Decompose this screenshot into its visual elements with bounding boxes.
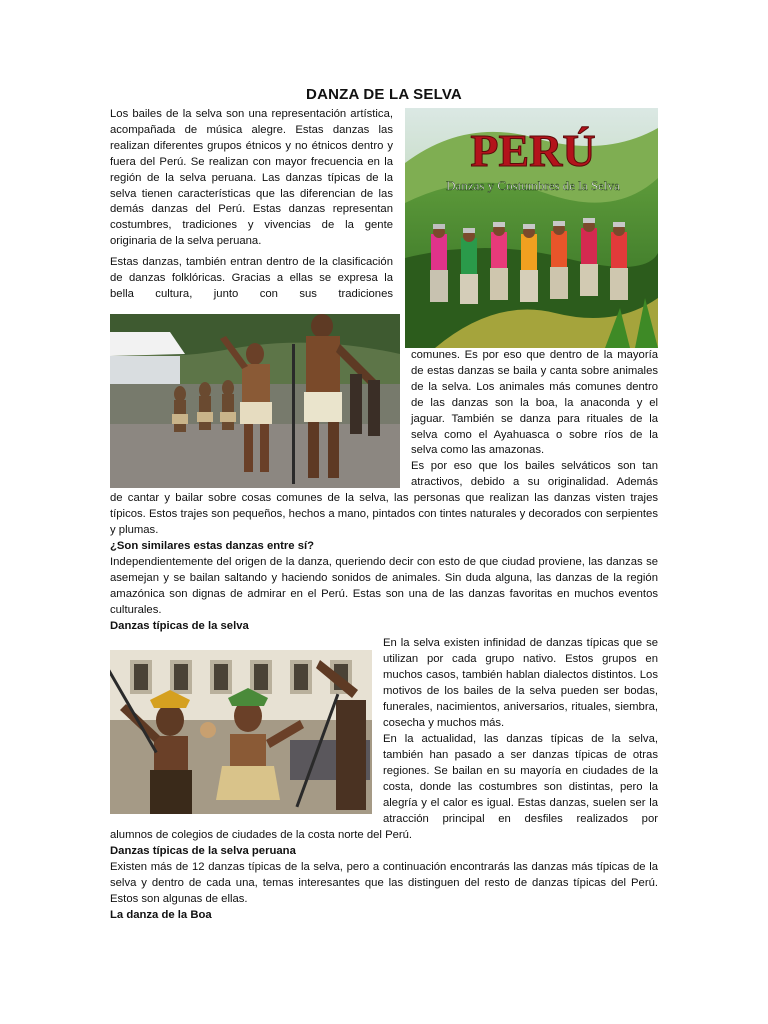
section-heading-typical: Danzas típicas de la selva (110, 620, 249, 632)
animals-paragraph: comunes. Es por eso que dentro de la mayoría de estas danzas se baila y canta sobre animales de la selva. Los animales más comunes dentro de las danzas son la boa, la anaconda y el jaguar. También se danza para rituales de la selva como el Ayahuasca o sobre ríos de la selva como las amazonas. (411, 349, 658, 457)
section-heading-boa: La danza de la Boa (110, 909, 212, 921)
similarity-paragraph: Independientemente del origen de la danza, queriendo decir con esto de que ciudad proviene, las danzas se asemejan y se bailan saltando y haciendo sonidos de animales. Sin duda alguna, las danzas de la región amazónica son dignas de admirar en el Perú. Estas son una de las danzas favoritas en muchos eventos culturales. (110, 556, 658, 616)
section-heading-peruvian: Danzas típicas de la selva peruana (110, 845, 296, 857)
section-heading-similar: ¿Son similares estas danzas entre sí? (110, 540, 315, 552)
peru-poster-image (405, 108, 658, 348)
folklore-paragraph: Estas danzas, también entran dentro de la clasificación de danzas folklóricas. Gracias a ellas se expresa la bella cultura, junto con sus tradiciones (110, 256, 393, 300)
intro-paragraph: Los bailes de la selva son una representación artística, acompañada de música alegre. Estas danzas las realizan diferentes grupos étnicos y no étnicos dentro y fuera del Perú. Se realizan con mayor frecuencia en la región de la selva peruana. Las danzas típicas de la selva tienen características que las diferencian de las demás danzas del Perú. Estas danzas representan costumbres, tradiciones y vivencias de la gente originaria de la selva peruana. (110, 108, 393, 248)
page-title: DANZA DE LA SELVA (306, 86, 462, 103)
schools-paragraph: alumnos de colegios de ciudades de la costa norte del Perú. (110, 829, 413, 841)
poster-subtitle: Danzas y Costumbres de la Selva (446, 178, 620, 193)
originality-paragraph: Es por eso que los bailes selváticos son tan atractivos, debido a su originalidad. Además (411, 460, 658, 488)
jungle-dancers-photo (110, 314, 400, 488)
list-intro-paragraph: Existen más de 12 danzas típicas de la selva, pero a continuación encontrarás las danzas más típicas de la selva y dentro de cada una, temas interesantes que las distinguen del resto de danzas típicas del Perú. Estos son algunas de ellas. (110, 861, 658, 905)
regions-paragraph: En la actualidad, las danzas típicas de la selva, también han pasado a ser danzas típicas de otras regiones. Se bailan en su mayoría en ciudades de la costa, donde las costumbres son distintas, pero la alegría y el calor es igual. Estas danzas, suelen ser la atracción principal en desfiles realizados por (383, 733, 658, 825)
parade-dancers-photo (110, 650, 372, 814)
poster-headline: PERÚ (470, 125, 596, 176)
costumes-paragraph: de cantar y bailar sobre cosas comunes de la selva, las personas que realizan las danzas visten trajes típicos. Estos trajes son pequeños, hechos a mano, pintados con tintes naturales y decorados con serpientes y plumas. (110, 492, 658, 536)
occasions-paragraph: En la selva existen infinidad de danzas típicas que se utilizan por cada grupo nativo. Estos grupos en muchos casos, también hablan dialectos distintos. Los motivos de los bailes de la selva pueden ser bodas, funerales, nacimientos, aniversarios, rituales, siembra, cosecha y muchos más. (383, 637, 658, 729)
